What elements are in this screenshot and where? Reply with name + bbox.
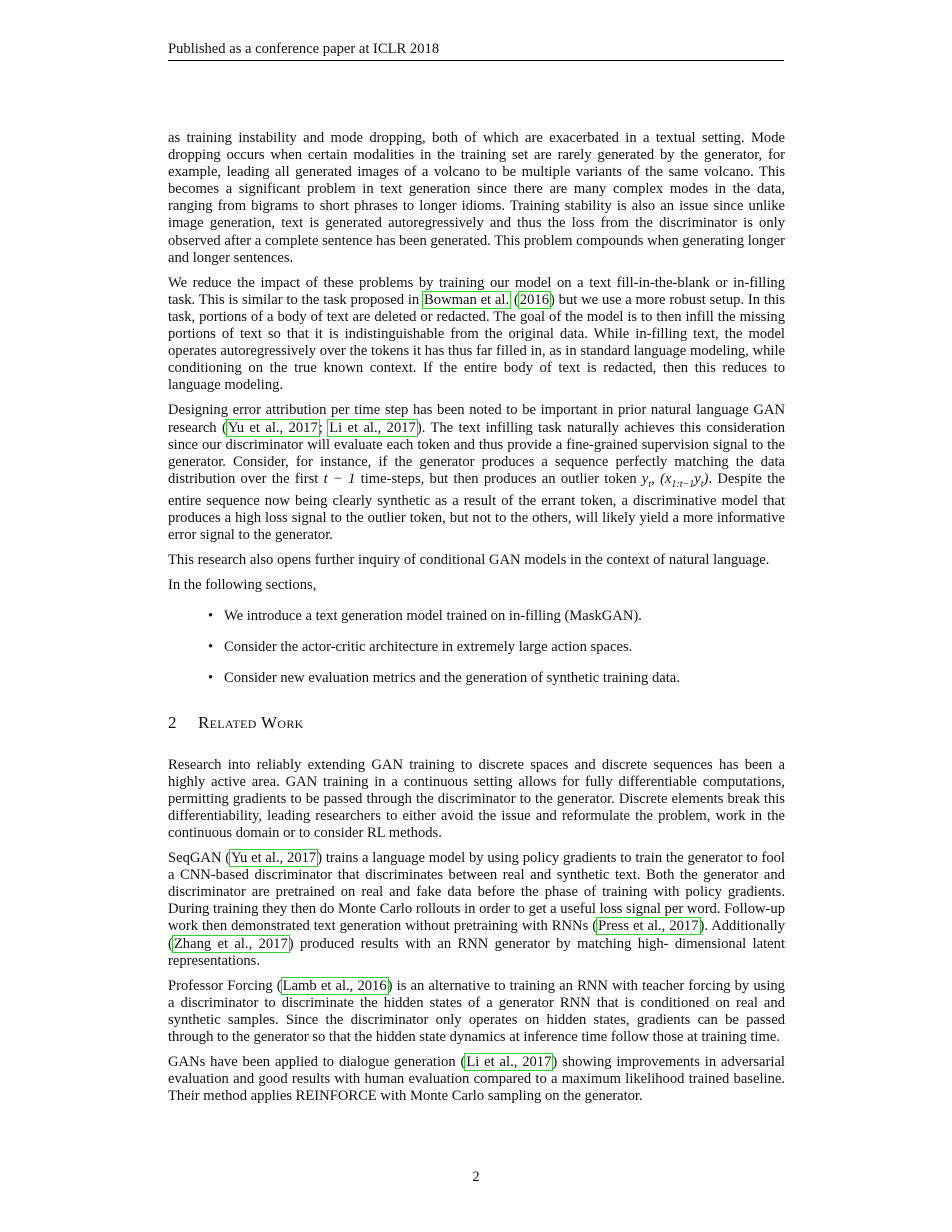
citation-link[interactable]: Lamb et al., 2016 [282,977,387,994]
math-symbol: y [694,470,701,487]
bullet-icon: • [208,639,214,656]
text-span: Designing error attribution per time step has been noted to be important in prior natural language GAN research ( [168,402,785,436]
math-subscript: t [648,478,652,490]
citation-link[interactable]: Yu et al., 2017 [227,419,318,436]
list-item-text: Consider the actor-critic architecture in extremely large action spaces. [224,639,633,656]
citation-link[interactable]: Bowman et al. [424,291,510,308]
paragraph-seqgan [168,850,785,970]
list-item-text: Consider new evaluation metrics and the generation of synthetic training data. [224,670,680,687]
section-heading [168,714,785,731]
text-span: ). Additionally ( [168,918,785,952]
running-header: Published as a conference paper at ICLR 2018 [168,41,784,61]
paragraph-related-intro: Research into reliably extending GAN training to discrete spaces and discrete sequences has been a highly active area. GAN training in a continuous setting allows for fully differentiable computations, permitting gradients to be passed through the discriminator to the generator. Discrete elements break this differentiability, leading researchers to either avoid the issue and reformulate the problem, work in the continuous domain or to consider RL methods. [168,756,785,841]
text-span: SeqGAN ( [168,850,231,867]
paragraph-conditional-gan: This research also opens further inquiry of conditional GAN models in the context of natural language. [168,552,770,569]
bullet-icon: • [208,608,214,625]
text-span: ). The text infilling task naturally achieves this consideration since our discriminator will evaluate each token and thus provide a fine-grained supervision signal to the generator. Consider, for instance, if the generator produces a sequence perfectly matching the data distribution over the first [168,419,786,487]
citation-link[interactable]: Li et al., 2017 [329,419,416,436]
text-span: ( [510,291,519,308]
text-span: ) but we use a more robust setup. In this task, portions of a body of text are deleted or redacted. The goal of the model is to then infill the missing portions of text so that it is indistinguishable from the original data. While in-filling text, the model operates autoregressively over the tokens it has thus far filled in, as in standard language modeling, while conditioning on the true known context. If the entire body of text is redacted, then this reduces to language modeling. [168,291,785,394]
text-span: ) is an alternative to training an RNN with teacher forcing by using a discriminator to discriminate the hidden states of a generator RNN that is conditioned on real and synthetic samples. Since the discriminator only operates on hidden states, gradients can be passed through to the generator so that the hidden state dynamics at inference time follow those at training time. [168,977,785,1046]
list-item [208,670,785,687]
section-title: Related Work [198,712,304,732]
citation-link[interactable]: Yu et al., 2017 [231,850,317,867]
list-item [208,608,785,625]
text-span: We reduce the impact of these problems by training our model on a text fill-in-the-blank or in-filling task. This is similar to the task proposed in [168,274,785,308]
bullet-icon: • [208,670,214,687]
citation-link[interactable]: Li et al., 2017 [466,1054,552,1071]
text-span: time-steps, but then produces an outlier token [355,470,642,487]
paragraph-dialogue-gan [168,1054,785,1105]
citation-link[interactable]: 2016 [519,291,549,308]
math-symbol: y [641,470,649,487]
text-span: ) trains a language model by using policy gradients to train the generator to fool a CNN-based discriminator that discriminates between real and synthetic text. Both the generator and discriminator are pretrained on real and fake data before the phase of training with policy gradients. During training they then do Monte Carlo rollouts in order to get a useful loss signal per word. Follow-up work then demonstrated text generation without pretraining with RNNs ( [168,850,785,935]
list-item [208,639,785,656]
citation-link[interactable]: Zhang et al., 2017 [173,935,288,952]
section-number: 2 [168,712,177,732]
paragraph-infilling [168,275,785,395]
text-span: ) produced results with an RNN generator by matching high- dimensional latent representations. [168,935,785,969]
paragraph-professor-forcing [168,978,785,1046]
paragraph-mode-dropping: as training instability and mode dropping, both of which are exacerbated in a textual setting. Mode dropping occurs when certain modalities in the training set are rarely generated by the generator, for example, leading all generated images of a volcano to be multiple variants of the same volcano. This becomes a significant problem in text generation since there are many complex modes in the data, ranging from bigrams to short phrases to longer idioms. Training stability is also an issue since unlike image generation, text is generated autoregressively and thus the loss from the discriminator is only observed after a complete sentence has been generated. This problem compounds when generating longer and longer sentences. [168,130,785,266]
text-span: . Despite the entire sequence now being clearly synthetic as a result of the errant token, a discriminative model that produces a high loss signal to the outlier token, but not to the others, will likely yield a more informative error signal to the generator. [168,470,786,543]
contribution-list [168,608,785,687]
text-span: ; [318,419,329,436]
text-span: ) showing improvements in adversarial evaluation and good results with human evaluation compared to a maximum likelihood trained baseline. Their method applies REINFORCE with Monte Carlo sampling on the generator. [168,1054,785,1105]
page-body [168,130,785,1113]
text-span: Professor Forcing ( [168,977,282,994]
math-inline: t − 1 [323,470,356,487]
paragraph-error-attribution [168,402,785,544]
math-subscript: 1:t−1 [671,478,695,490]
list-item-text: We introduce a text generation model trained on in-filling (MaskGAN). [224,608,642,625]
math-inline [641,470,709,490]
citation-link[interactable]: Press et al., 2017 [598,918,699,935]
paragraph-following-sections: In the following sections, [168,577,317,594]
page-number: 2 [472,1169,480,1185]
math-subscript: t [700,478,704,490]
math-symbol: , (x [651,470,672,487]
text-span: GANs have been applied to dialogue generation ( [168,1054,466,1071]
math-symbol: ) [703,470,709,487]
